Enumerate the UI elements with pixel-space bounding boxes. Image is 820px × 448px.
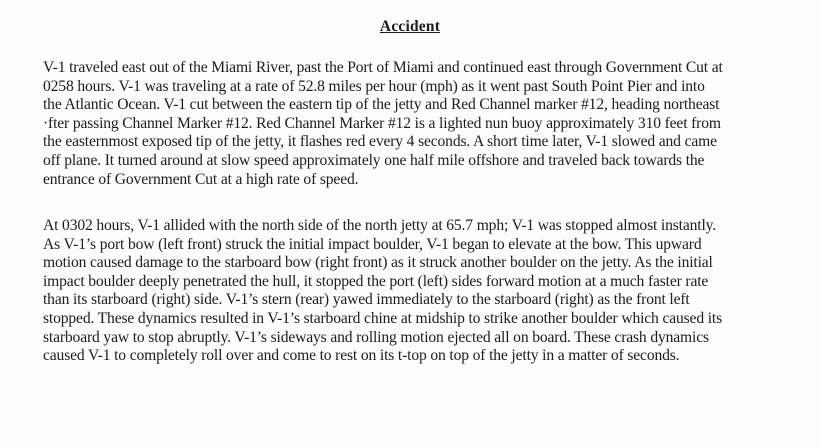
text-line: caused V-1 to completely roll over and come to rest on its t-top on top of the jetty in a matter of seconds. <box>43 347 680 365</box>
text-line: the Atlantic Ocean. V-1 cut between the eastern tip of the jetty and Red Channel marker #12, heading northeast <box>43 96 720 114</box>
text-line: stopped. These dynamics resulted in V-1’s starboard chine at midship to strike another boulder which caused its <box>43 309 723 327</box>
section-heading: Accident <box>379 18 441 35</box>
text-line: At 0302 hours, V-1 allided with the north side of the north jetty at 65.7 mph; V-1 was stopped almost instantly. <box>43 217 717 234</box>
text-line: starboard yaw to stop abruptly. V-1’s sideways and rolling motion ejected all on board. These crash dynamics <box>43 328 709 346</box>
paragraph-route <box>43 59 813 189</box>
text-line: ·fter passing Channel Marker #12. Red Channel Marker #12 is a lighted nun buoy approximately 310 feet from <box>43 114 721 132</box>
text-line: 0258 hours. V-1 was traveling at a rate of 52.8 miles per hour (mph) as it went past South Point Pier and into <box>43 77 705 95</box>
text-line: impact boulder deeply penetrated the hull, it stopped the port (left) sides forward motion at a much faster rate <box>43 272 709 290</box>
text-line: off plane. It turned around at slow speed approximately one half mile offshore and traveled back towards the <box>43 151 705 169</box>
text-line: As V-1’s port bow (left front) struck the initial impact boulder, V-1 began to elevate at the bow. This upward <box>43 235 702 253</box>
paragraph-impact <box>43 217 813 366</box>
text-line: the easternmost exposed tip of the jetty, it flashes red every 4 seconds. A short time later, V-1 slowed and came <box>43 133 717 151</box>
text-line: motion caused damage to the starboard bow (right front) as it struck another boulder on the jetty. As the initial <box>43 254 713 272</box>
text-line: entrance of Government Cut at a high rate of speed. <box>43 170 359 188</box>
text-line: than its starboard (right) side. V-1’s stern (rear) yawed immediately to the starboard (right) as the front left <box>43 291 690 309</box>
text-line: V-1 traveled east out of the Miami River, past the Port of Miami and continued east through Government Cut at <box>43 59 723 76</box>
